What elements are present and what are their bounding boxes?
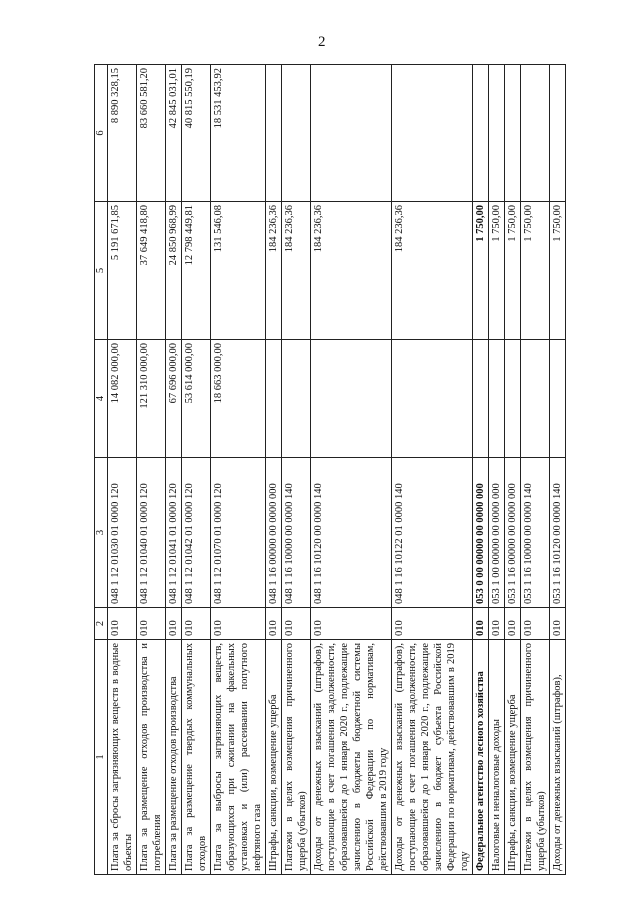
cell-name: Плата за сбросы загрязняющих веществ в водные объекты: [108, 640, 137, 875]
cell-c6: [473, 65, 489, 202]
table-header: [95, 65, 108, 875]
cell-kbk: 053 0 00 00000 00 0000 000: [473, 458, 489, 608]
cell-c5: 24 850 968,99: [166, 202, 182, 340]
cell-c4: [311, 340, 392, 458]
cell-c5: 184 236,36: [311, 202, 392, 340]
cell-c5: 131 546,08: [211, 202, 266, 340]
cell-c4: [473, 340, 489, 458]
cell-code: 010: [392, 608, 473, 640]
cell-c5: 5 191 671,85: [108, 202, 137, 340]
cell-code: 010: [282, 608, 311, 640]
cell-name: Платежи в целях возмещения причиненного ущерба (убытков): [521, 640, 550, 875]
page-number: 2: [318, 34, 326, 50]
cell-kbk: 053 1 16 00000 00 0000 000: [505, 458, 521, 608]
cell-kbk: 053 1 16 10000 00 0000 140: [521, 458, 550, 608]
column-header: 5: [95, 202, 108, 340]
cell-c4: 121 310 000,00: [137, 340, 166, 458]
cell-kbk: 048 1 12 01030 01 0000 120: [108, 458, 137, 608]
cell-code: 010: [211, 608, 266, 640]
cell-c5: 1 750,00: [550, 202, 566, 340]
cell-name: Налоговые и неналоговые доходы: [489, 640, 505, 875]
cell-code: 010: [182, 608, 211, 640]
cell-c4: [392, 340, 473, 458]
cell-c6: 18 531 453,92: [211, 65, 266, 202]
cell-code: 010: [311, 608, 392, 640]
cell-c6: 8 890 328,15: [108, 65, 137, 202]
cell-c6: 42 845 031,01: [166, 65, 182, 202]
cell-c5: 1 750,00: [489, 202, 505, 340]
table-row: [392, 65, 473, 875]
cell-c6: [521, 65, 550, 202]
table-row: [137, 65, 166, 875]
cell-c6: [392, 65, 473, 202]
cell-kbk: 048 1 12 01042 01 0000 120: [182, 458, 211, 608]
cell-name: Штрафы, санкции, возмещение ущерба: [505, 640, 521, 875]
cell-name: Плата за выбросы загрязняющих веществ, образующихся при сжигании на факельных установках и (или) рассеивании попутного нефтяного газа: [211, 640, 266, 875]
cell-kbk: 048 1 16 10000 00 0000 140: [282, 458, 311, 608]
table-row: [166, 65, 182, 875]
table-row: [211, 65, 266, 875]
cell-kbk: 048 1 12 01040 01 0000 120: [137, 458, 166, 608]
revenue-table: [94, 64, 566, 875]
table-row: [182, 65, 211, 875]
cell-c4: [550, 340, 566, 458]
table-row: [311, 65, 392, 875]
cell-c4: [282, 340, 311, 458]
cell-name: Плата за размещение отходов производства: [166, 640, 182, 875]
cell-code: 010: [137, 608, 166, 640]
table-row: [473, 65, 489, 875]
table-row: [521, 65, 550, 875]
cell-kbk: 048 1 16 10122 01 0000 140: [392, 458, 473, 608]
cell-name: Федеральное агентство лесного хозяйства: [473, 640, 489, 875]
cell-c4: 53 614 000,00: [182, 340, 211, 458]
cell-c5: 1 750,00: [473, 202, 489, 340]
cell-c6: [505, 65, 521, 202]
cell-c5: 37 649 418,80: [137, 202, 166, 340]
cell-name: Плата за размещение отходов производства и потребления: [137, 640, 166, 875]
cell-kbk: 048 1 16 00000 00 0000 000: [266, 458, 282, 608]
rotated-table-wrapper: [94, 65, 609, 875]
cell-code: 010: [266, 608, 282, 640]
cell-c5: 12 798 449,81: [182, 202, 211, 340]
cell-kbk: 048 1 16 10120 00 0000 140: [311, 458, 392, 608]
cell-c5: 1 750,00: [521, 202, 550, 340]
cell-code: 010: [550, 608, 566, 640]
column-header: 4: [95, 340, 108, 458]
column-header: 3: [95, 458, 108, 608]
cell-name: Плата за размещение твердых коммунальных отходов: [182, 640, 211, 875]
cell-kbk: 048 1 12 01041 01 0000 120: [166, 458, 182, 608]
cell-c6: [311, 65, 392, 202]
cell-name: Доходы от денежных взысканий (штрафов), поступающие в счет погашения задолженности, образовавшейся до 1 января 2020 г., подлежащие зачислению в бюджеты бюджетной системы Российской Федерации по нормативам, действовавшим в 2019 году: [311, 640, 392, 875]
cell-c6: [282, 65, 311, 202]
cell-c4: 18 663 000,00: [211, 340, 266, 458]
column-header: 2: [95, 608, 108, 640]
table-row: [266, 65, 282, 875]
cell-c6: 40 815 550,19: [182, 65, 211, 202]
cell-c4: [521, 340, 550, 458]
table-body: [108, 65, 566, 875]
cell-code: 010: [521, 608, 550, 640]
cell-code: 010: [108, 608, 137, 640]
cell-name: Доходы от денежных взысканий (штрафов),: [550, 640, 566, 875]
cell-code: 010: [473, 608, 489, 640]
table-row: [489, 65, 505, 875]
cell-name: Платежи в целях возмещения причиненного ущерба (убытков): [282, 640, 311, 875]
column-header: 6: [95, 65, 108, 202]
cell-kbk: 053 1 00 00000 00 0000 000: [489, 458, 505, 608]
cell-c4: [266, 340, 282, 458]
table-row: [282, 65, 311, 875]
header-row: [95, 65, 108, 875]
cell-c6: [266, 65, 282, 202]
cell-c4: [505, 340, 521, 458]
cell-c5: 184 236,36: [392, 202, 473, 340]
cell-kbk: 053 1 16 10120 00 0000 140: [550, 458, 566, 608]
cell-c4: 14 082 000,00: [108, 340, 137, 458]
cell-code: 010: [489, 608, 505, 640]
cell-c6: [489, 65, 505, 202]
cell-c4: 67 696 000,00: [166, 340, 182, 458]
cell-c6: 83 660 581,20: [137, 65, 166, 202]
cell-name: Штрафы, санкции, возмещение ущерба: [266, 640, 282, 875]
column-header: 1: [95, 640, 108, 875]
cell-c6: [550, 65, 566, 202]
cell-name: Доходы от денежных взысканий (штрафов), поступающие в счет погашения задолженности, образовавшейся до 1 января 2020 г., подлежащие зачислению в бюджет субъекта Российской Федерации по нормативам, действовавшим в 2019 году: [392, 640, 473, 875]
cell-c4: [489, 340, 505, 458]
cell-code: 010: [166, 608, 182, 640]
table-row: [505, 65, 521, 875]
cell-code: 010: [505, 608, 521, 640]
table-row: [550, 65, 566, 875]
cell-c5: 184 236,36: [282, 202, 311, 340]
cell-c5: 184 236,36: [266, 202, 282, 340]
cell-c5: 1 750,00: [505, 202, 521, 340]
table-row: [108, 65, 137, 875]
cell-kbk: 048 1 12 01070 01 0000 120: [211, 458, 266, 608]
